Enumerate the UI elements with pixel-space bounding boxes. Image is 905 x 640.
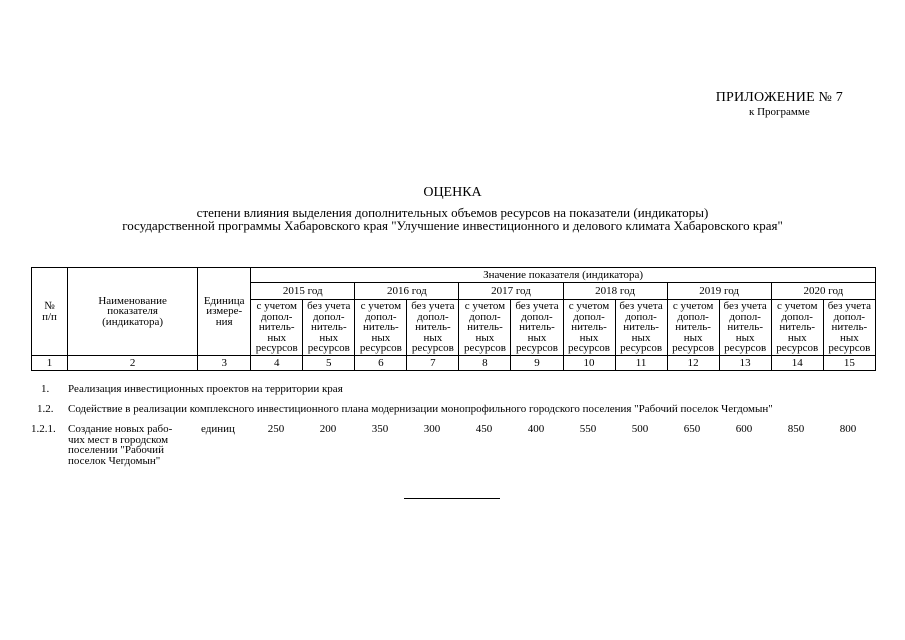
header-sub-line: без учета (515, 300, 559, 312)
header-year-2015: 2015 год (251, 283, 355, 300)
header-sub-line: без учета (827, 300, 872, 312)
header-with-additional-resources (563, 300, 615, 356)
header-unit-line: Единица (203, 294, 245, 307)
header-sub-line: допол- (365, 310, 397, 323)
header-sub-line: допол- (417, 310, 449, 323)
header-sub-line: нитель- (519, 321, 555, 333)
header-sub-line: с учетом (776, 300, 818, 312)
header-unit (198, 268, 251, 356)
header-number (32, 268, 68, 356)
header-sub-line: с учетом (360, 300, 402, 312)
header-indicator-name (68, 268, 198, 356)
row-name-line: чих мест в городском (68, 433, 169, 446)
row-value: 450 (475, 423, 493, 435)
header-sub-line: ресурсов (724, 342, 767, 354)
indicator-table (31, 267, 876, 371)
column-number: 1 (32, 356, 68, 371)
row-text: Содействие в реализации комплексного инвестиционного плана модернизации монопрофильного городского поселения "Рабочий поселок Чегдомын" (68, 403, 773, 415)
header-sub-line: нитель- (363, 321, 399, 333)
appendix-subtitle: к Программе (748, 106, 810, 118)
row-number: 1. (41, 383, 50, 395)
header-without-additional-resources (615, 300, 667, 356)
row-number: 1.2. (37, 403, 54, 415)
document-title: ОЦЕНКА (423, 185, 482, 200)
row-name-line: поселок Чегдомын" (68, 454, 161, 467)
header-sub-line: нитель- (623, 321, 659, 333)
header-year-2019: 2019 год (667, 283, 771, 300)
header-name-line: (индикатора) (102, 315, 164, 328)
header-sub-line: ных (839, 331, 859, 344)
header-indicator-value-group: Значение показателя (индикатора) (251, 268, 876, 283)
header-sub-line: ных (683, 331, 703, 344)
header-unit-line: ния (215, 315, 233, 328)
header-with-additional-resources (251, 300, 303, 356)
header-sub-line: ресурсов (463, 342, 506, 354)
row-value: 550 (579, 423, 597, 435)
header-without-additional-resources (823, 300, 875, 356)
header-sub-line: допол- (729, 310, 761, 323)
column-number: 7 (407, 356, 459, 371)
header-sub-line: нитель- (831, 321, 868, 333)
row-number: 1.2.1. (31, 423, 56, 435)
header-sub-line: ных (787, 331, 807, 344)
row-value: 500 (631, 423, 649, 435)
column-number: 12 (667, 356, 719, 371)
header-sub-line: без учета (307, 300, 351, 312)
header-sub-line: нитель- (675, 321, 711, 333)
column-number: 6 (355, 356, 407, 371)
column-number: 8 (459, 356, 511, 371)
column-number: 4 (251, 356, 303, 371)
appendix-header (716, 90, 843, 118)
header-sub-line: без учета (411, 300, 455, 312)
row-value: 300 (423, 423, 441, 435)
row-value: 400 (527, 423, 545, 435)
header-sub-line: допол- (521, 310, 553, 323)
row-value: 850 (787, 423, 805, 435)
header-sub-line: ных (527, 331, 547, 344)
column-number: 9 (511, 356, 563, 371)
header-number-line: п/п (42, 310, 57, 323)
row-value: 800 (839, 423, 857, 435)
header-name-line: Наименование (98, 294, 167, 307)
header-sub-line: ресурсов (411, 342, 454, 354)
row-name-line: поселении "Рабочий (68, 444, 164, 456)
header-sub-line: нитель- (415, 321, 451, 333)
header-sub-line: ресурсов (515, 342, 558, 354)
header-number-line: № (44, 300, 55, 312)
row-text: Реализация инвестиционных проектов на территории края (68, 383, 343, 395)
header-sub-line: нитель- (571, 321, 607, 333)
header-sub-line: ресурсов (359, 342, 402, 354)
header-sub-line: ных (579, 331, 599, 344)
header-sub-line: с учетом (672, 300, 714, 312)
column-number: 11 (615, 356, 667, 371)
header-sub-line: ресурсов (828, 342, 871, 354)
appendix-title: ПРИЛОЖЕНИЕ № 7 (715, 90, 843, 105)
header-without-additional-resources (407, 300, 459, 356)
header-sub-line: без учета (723, 300, 767, 312)
row-name-line: Создание новых рабо- (68, 423, 173, 435)
header-with-additional-resources (355, 300, 407, 356)
header-sub-line: ных (735, 331, 755, 344)
header-sub-line: нитель- (310, 321, 347, 333)
column-number: 3 (198, 356, 251, 371)
header-with-additional-resources (771, 300, 823, 356)
header-sub-line: допол- (313, 310, 345, 323)
row-value: 200 (319, 423, 337, 435)
header-sub-line: допол- (781, 310, 813, 323)
column-number: 10 (563, 356, 615, 371)
row-unit: единиц (201, 423, 235, 435)
header-sub-line: нитель- (467, 321, 503, 333)
header-sub-line: ресурсов (672, 342, 715, 354)
row-indicator-name (68, 424, 172, 466)
header-sub-line: ных (371, 331, 391, 344)
header-sub-line: ресурсов (255, 342, 298, 354)
header-sub-line: допол- (469, 310, 501, 323)
header-sub-line: без учета (619, 300, 663, 312)
row-value: 350 (371, 423, 389, 435)
header-with-additional-resources (667, 300, 719, 356)
header-year-2018: 2018 год (563, 283, 667, 300)
header-without-additional-resources (719, 300, 771, 356)
document-subtitle-line-2: государственной программы Хабаровского края "Улучшение инвестиционного и делового климата Хабаровского края" (122, 218, 783, 233)
header-sub-line: ресурсов (620, 342, 663, 354)
column-number: 14 (771, 356, 823, 371)
header-sub-line: с учетом (464, 300, 506, 312)
header-name-line: показателя (107, 305, 158, 318)
column-number: 15 (823, 356, 875, 371)
header-sub-line: ных (319, 331, 339, 344)
header-sub-line: допол- (833, 310, 866, 323)
header-sub-line: допол- (677, 310, 709, 323)
header-sub-line: ных (631, 331, 651, 344)
end-separator-line (404, 498, 500, 499)
header-sub-line: ных (423, 331, 443, 344)
document-subtitle (0, 206, 905, 232)
header-sub-line: ных (267, 331, 287, 344)
header-sub-line: ных (475, 331, 495, 344)
column-number: 2 (68, 356, 198, 371)
row-value: 250 (267, 423, 285, 435)
document-subtitle-line-1: степени влияния выделения дополнительных объемов ресурсов на показатели (индикаторы) (196, 205, 709, 220)
header-sub-line: допол- (573, 310, 605, 323)
header-sub-line: с учетом (256, 300, 297, 312)
header-sub-line: допол- (625, 310, 657, 323)
header-with-additional-resources (459, 300, 511, 356)
column-number: 13 (719, 356, 771, 371)
header-sub-line: ресурсов (568, 342, 611, 354)
header-sub-line: допол- (260, 310, 293, 323)
row-value: 600 (735, 423, 753, 435)
header-unit-line: измере- (206, 305, 243, 318)
header-sub-line: с учетом (568, 300, 610, 312)
header-without-additional-resources (303, 300, 355, 356)
header-sub-line: ресурсов (307, 342, 350, 354)
column-number: 5 (303, 356, 355, 371)
header-sub-line: нитель- (727, 321, 763, 333)
header-year-2016: 2016 год (355, 283, 459, 300)
header-year-2020: 2020 год (771, 283, 875, 300)
header-sub-line: нитель- (779, 321, 816, 333)
row-value: 650 (683, 423, 701, 435)
header-without-additional-resources (511, 300, 563, 356)
header-year-2017: 2017 год (459, 283, 563, 300)
header-sub-line: ресурсов (776, 342, 819, 354)
header-sub-line: нитель- (258, 321, 295, 333)
